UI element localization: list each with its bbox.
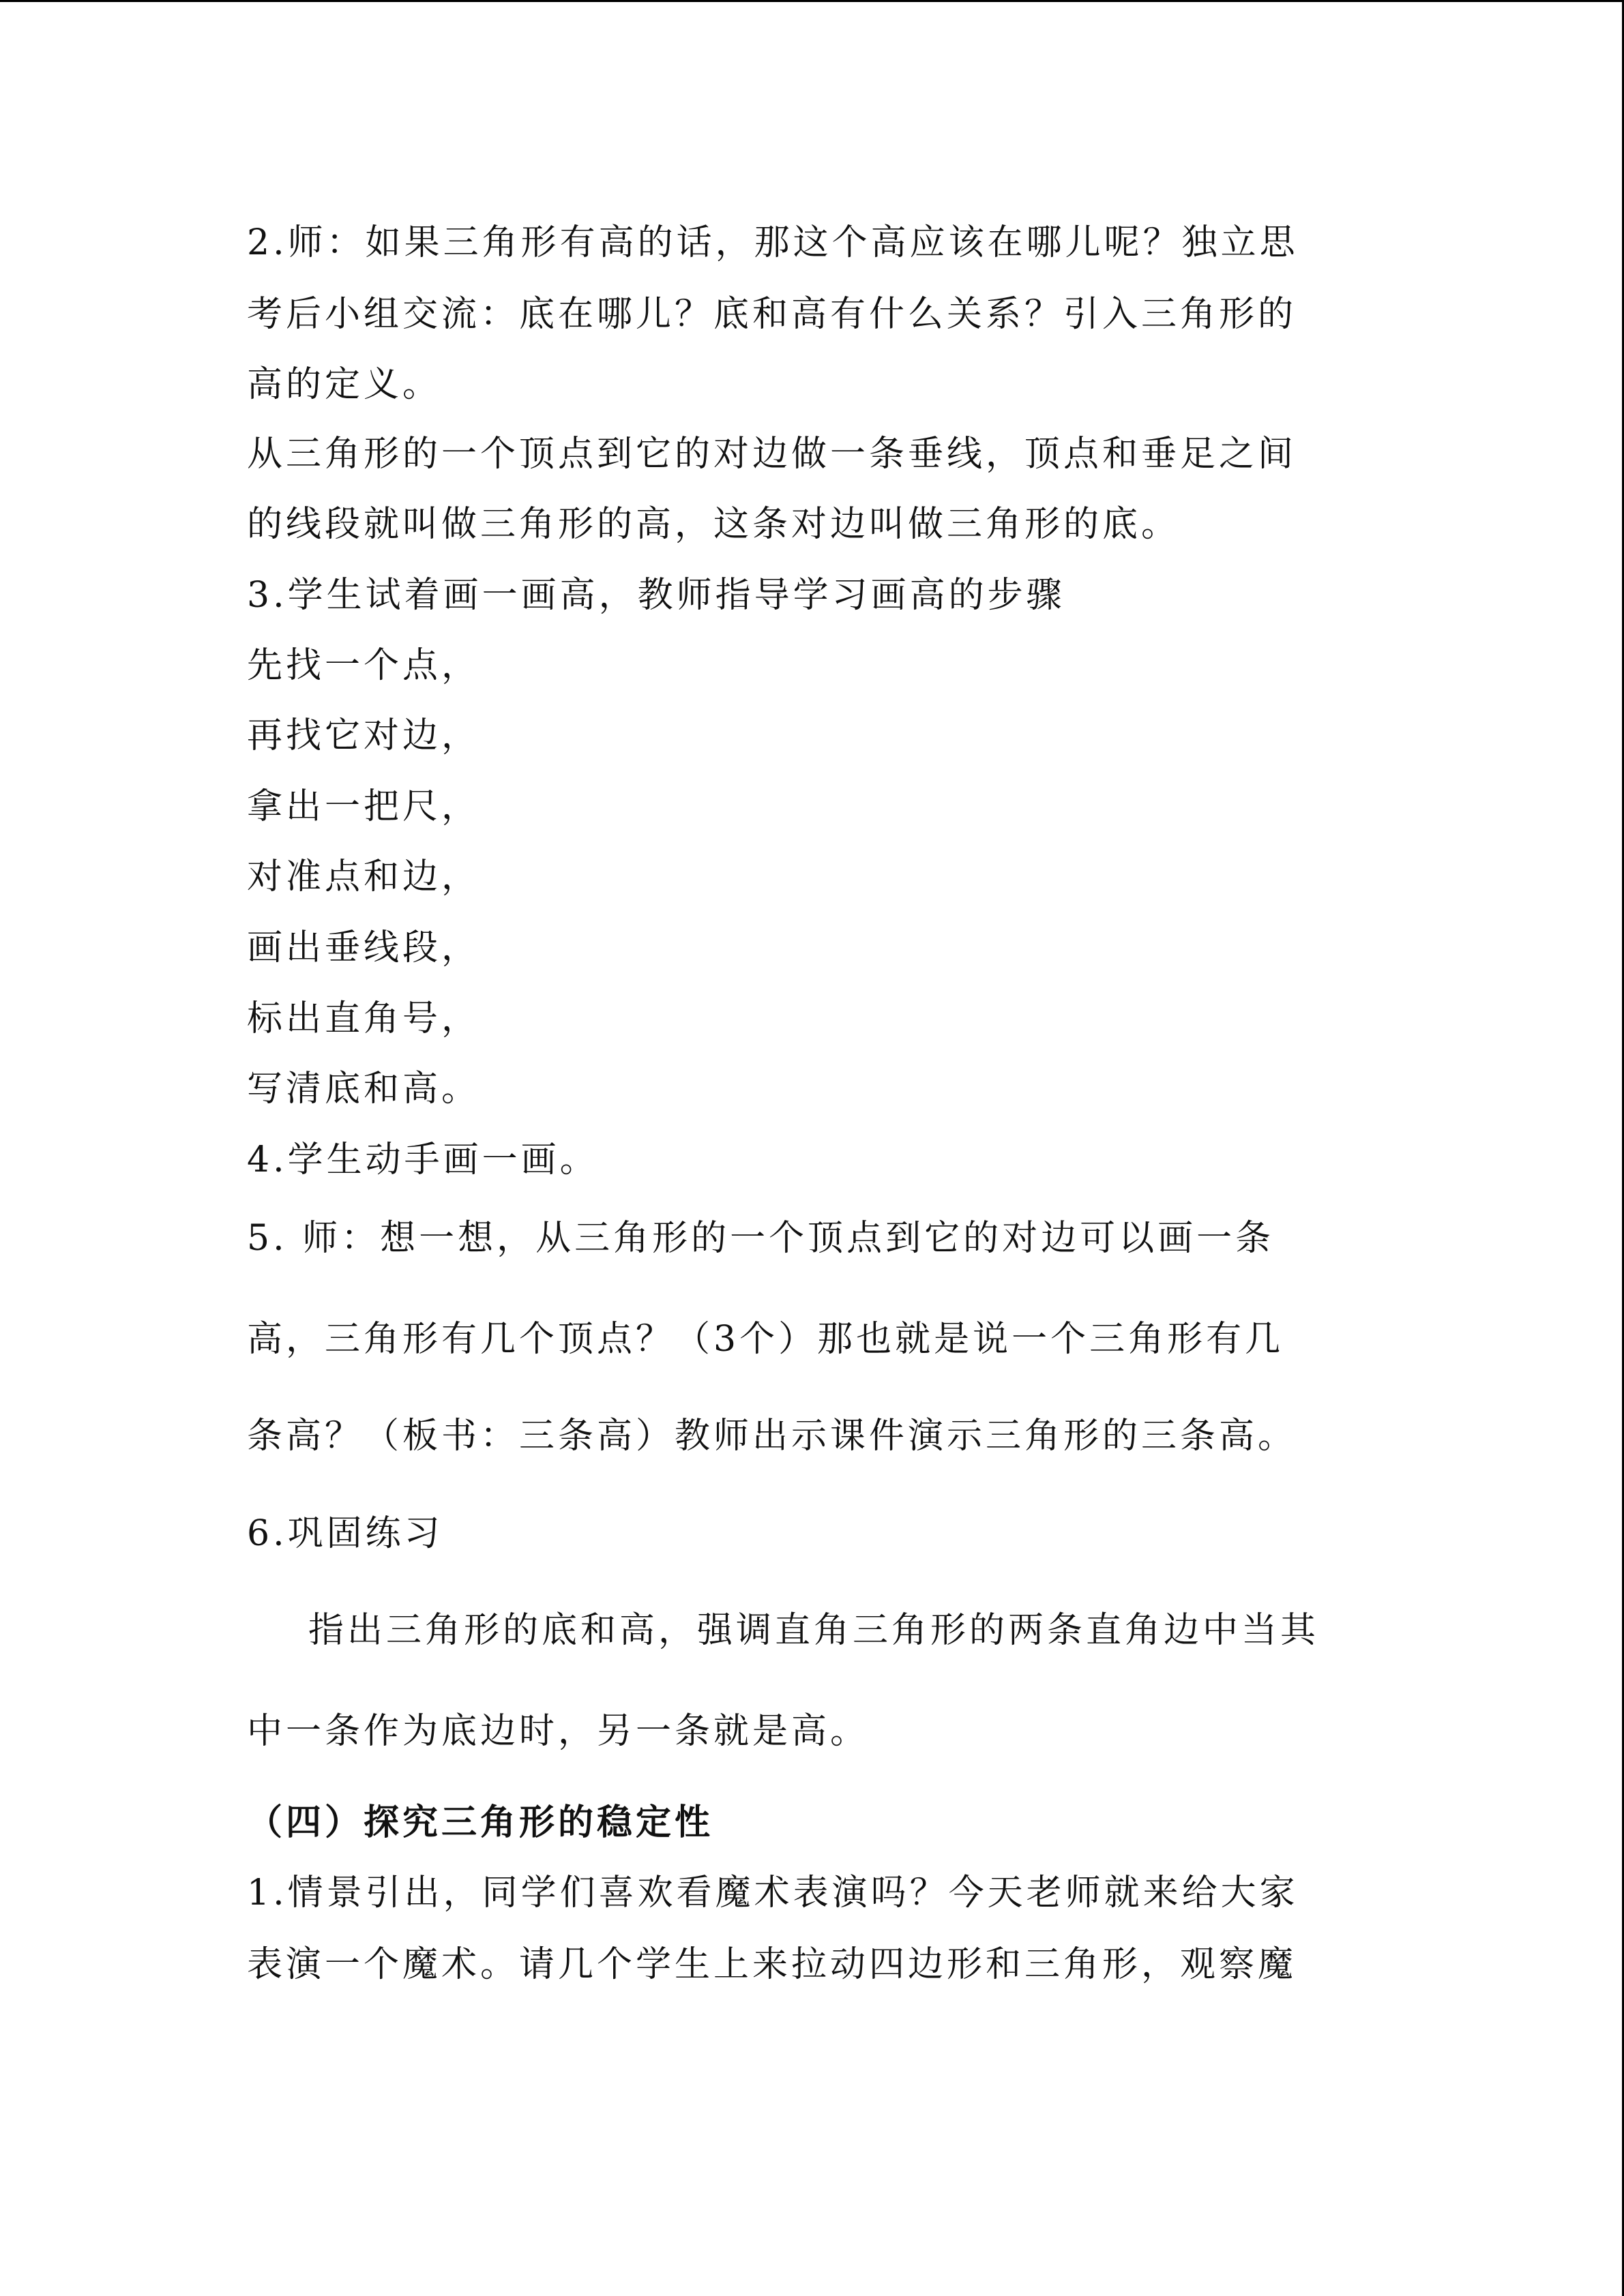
text-line: 考后小组交流：底在哪儿？底和高有什么关系？引入三角形的: [247, 294, 1297, 335]
text-line: 的线段就叫做三角形的高，这条对边叫做三角形的底。: [247, 504, 1181, 545]
text-line: 1.情景引出，同学们喜欢看魔术表演吗？今天老师就来给大家: [247, 1873, 1299, 1913]
text-line: 指出三角形的底和高，强调直角三角形的两条直角边中当其: [308, 1610, 1320, 1651]
text-line: 画出垂线段，: [247, 927, 481, 968]
text-line: 再找它对边，: [247, 715, 481, 756]
text-line: 2.师：如果三角形有高的话，那这个高应该在哪儿呢？独立思: [247, 222, 1299, 263]
text-line: 拿出一把尺，: [247, 786, 481, 827]
text-line: 5. 师：想一想，从三角形的一个顶点到它的对边可以画一条: [247, 1218, 1275, 1259]
text-line: 4.学生动手画一画。: [247, 1139, 599, 1180]
text-line: 表演一个魔术。请几个学生上来拉动四边形和三角形，观察魔: [247, 1944, 1297, 1985]
text-line: 先找一个点，: [247, 645, 481, 686]
text-line: 条高？（板书：三条高）教师出示课件演示三角形的三条高。: [247, 1416, 1297, 1457]
text-line: 从三角形的一个顶点到它的对边做一条垂线，顶点和垂足之间: [247, 434, 1297, 475]
text-line: 写清底和高。: [247, 1069, 481, 1109]
text-line: 6.巩固练习: [247, 1513, 443, 1554]
section-heading: （四）探究三角形的稳定性: [247, 1802, 714, 1843]
text-line: 对准点和边，: [247, 856, 481, 897]
text-line: 中一条作为底边时，另一条就是高。: [247, 1711, 870, 1752]
text-line: 高的定义。: [247, 364, 442, 405]
text-line: 3.学生试着画一画高，教师指导学习画高的步骤: [247, 575, 1065, 616]
text-line: 高，三角形有几个顶点？（3个）那也就是说一个三角形有几: [247, 1319, 1284, 1360]
text-line: 标出直角号，: [247, 998, 481, 1039]
